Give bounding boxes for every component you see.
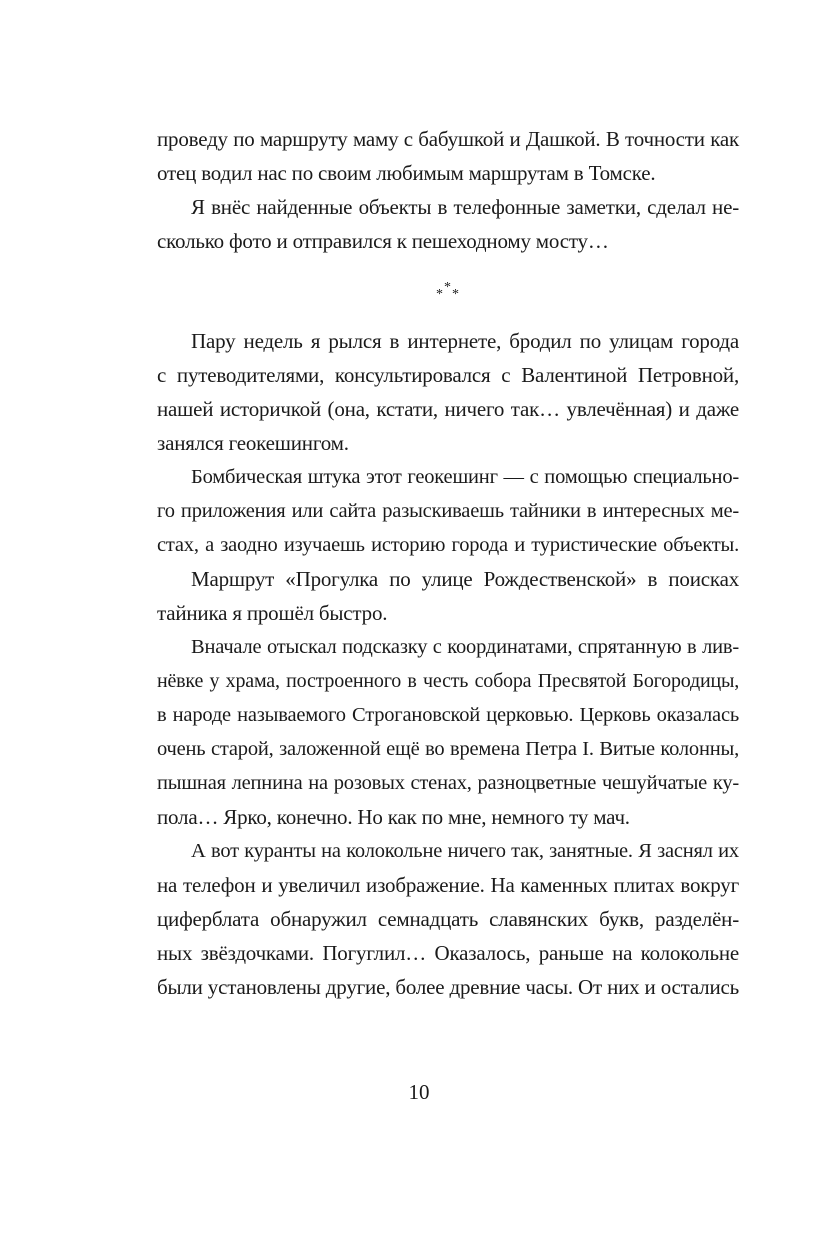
paragraph (157, 460, 739, 562)
text-line: пола… Ярко, конечно. Но как по мне, немного ту мач. (157, 805, 630, 829)
text-line: отец водил нас по своим любимым маршрутам в Томске. (157, 161, 656, 185)
page-number: 10 (408, 1080, 430, 1104)
text-line: стах, а заодно изучаешь историю города и туристические объекты. (157, 534, 739, 556)
asterisk: * (436, 286, 443, 302)
text-line: занялся геокешингом. (157, 431, 349, 455)
text-line: были установлены другие, более древние часы. От них и остались (157, 975, 739, 999)
text-line: нашей историчкой (она, кстати, ничего так… увлечённая) и даже (157, 397, 739, 421)
text-line: А вот куранты на колокольне ничего так, занятные. Я заснял их (191, 840, 739, 862)
text-line: нёвке у храма, построенного в честь собора Пресвятой Богородицы, (157, 670, 739, 692)
paragraph (157, 190, 739, 258)
text-line: сколько фото и отправился к пешеходному мосту… (157, 229, 609, 253)
text-line: на телефон и увеличил изображение. На каменных плитах вокруг (157, 873, 739, 897)
paragraph (157, 562, 739, 630)
text-line: пышная лепнина на розовых стенах, разноцветные чешуйчатые ку- (157, 772, 739, 794)
text-line: проведу по маршруту маму с бабушкой и Дашкой. В точности как (157, 127, 739, 151)
text-line: Вначале отыскал подсказку с координатами, спрятанную в лив- (191, 636, 739, 658)
text-line: с путеводителями, консультировался с Валентиной Петровной, (157, 363, 739, 387)
text-line: циферблата обнаружил семнадцать славянских букв, разделён- (157, 907, 739, 931)
text-line: го приложения или сайта разыскиваешь тайники в интересных ме- (157, 500, 739, 522)
text-line: Маршрут «Прогулка по улице Рождественской» в поисках (191, 567, 739, 591)
asterisk: * (452, 286, 459, 302)
body-text (157, 122, 739, 1004)
paragraph (157, 122, 739, 190)
paragraph (157, 630, 739, 834)
text-line: очень старой, заложенной ещё во времена Петра I. Витые колонны, (157, 738, 739, 760)
paragraph (157, 324, 739, 460)
text-line: в народе называемого Строгановской церковью. Церковь оказалась (157, 704, 739, 726)
text-line: Пару недель я рылся в интернете, бродил по улицам города (191, 329, 739, 353)
text-line: Бомбическая штука этот геокешинг — с помощью специально- (191, 466, 739, 488)
asterism-icon (436, 281, 460, 301)
text-line: тайника я прошёл быстро. (157, 601, 388, 625)
section-separator (157, 258, 739, 324)
paragraph (157, 834, 739, 1004)
text-line: ных звёздочками. Погуглил… Оказалось, раньше на колокольне (157, 941, 739, 965)
text-line: Я внёс найденные объекты в телефонные заметки, сделал не- (191, 195, 739, 219)
asterisk: * (444, 279, 451, 295)
